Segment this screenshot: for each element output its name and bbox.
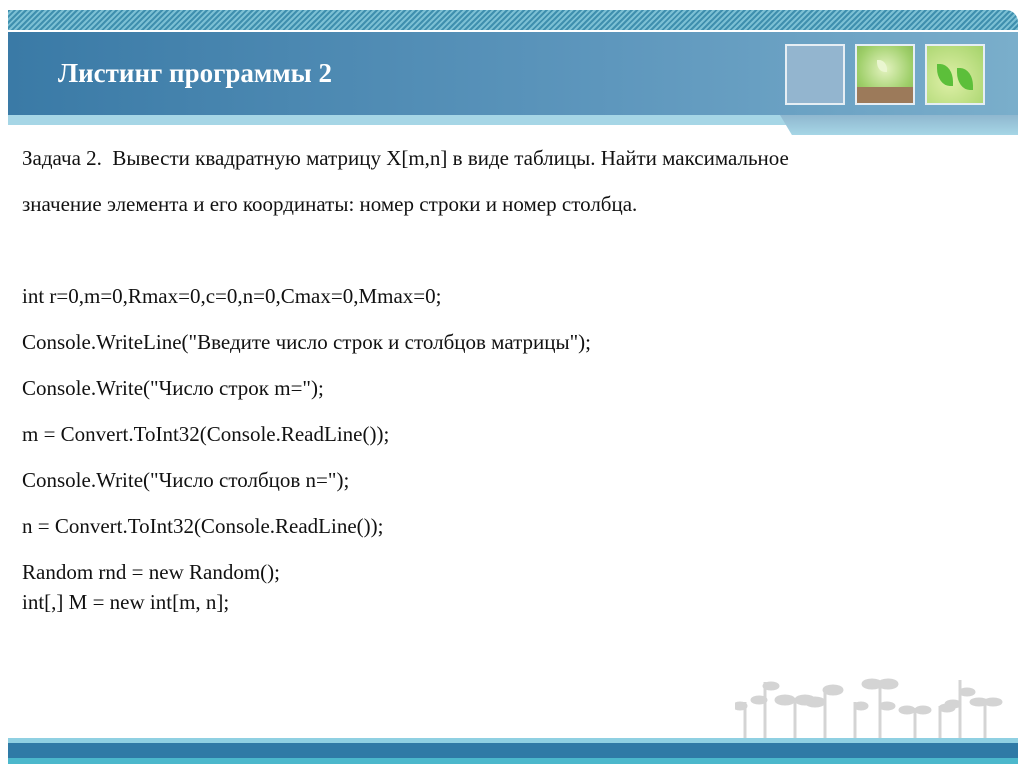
code-line: int[,] M = new int[m, n]; bbox=[22, 590, 230, 614]
code-line: Console.Write("Число строк m="); bbox=[22, 376, 324, 400]
sprouts-decoration-icon bbox=[735, 672, 1005, 738]
task-line-2: значение элемента и его координаты: номер строки и номер столбца. bbox=[22, 192, 638, 216]
leaves-image bbox=[925, 44, 985, 105]
sprout-image bbox=[855, 44, 915, 105]
code-line: Console.Write("Число столбцов n="); bbox=[22, 468, 350, 492]
slide-title: Листинг программы 2 bbox=[58, 58, 333, 88]
code-line: Console.WriteLine("Введите число строк и столбцов матрицы"); bbox=[22, 330, 592, 354]
footer-bars bbox=[8, 738, 1018, 764]
decorative-blue-square bbox=[785, 44, 845, 105]
header-strip-accent bbox=[780, 115, 1018, 135]
code-line: Random rnd = new Random(); bbox=[22, 560, 280, 584]
code-line: int r=0,m=0,Rmax=0,c=0,n=0,Cmax=0,Mmax=0; bbox=[22, 284, 442, 308]
code-line: n = Convert.ToInt32(Console.ReadLine()); bbox=[22, 514, 384, 538]
decorative-hatched-band bbox=[8, 10, 1018, 30]
task-line-1: Задача 2. Вывести квадратную матрицу X[m,n] в виде таблицы. Найти максимальное bbox=[22, 146, 789, 170]
code-line: m = Convert.ToInt32(Console.ReadLine()); bbox=[22, 422, 390, 446]
